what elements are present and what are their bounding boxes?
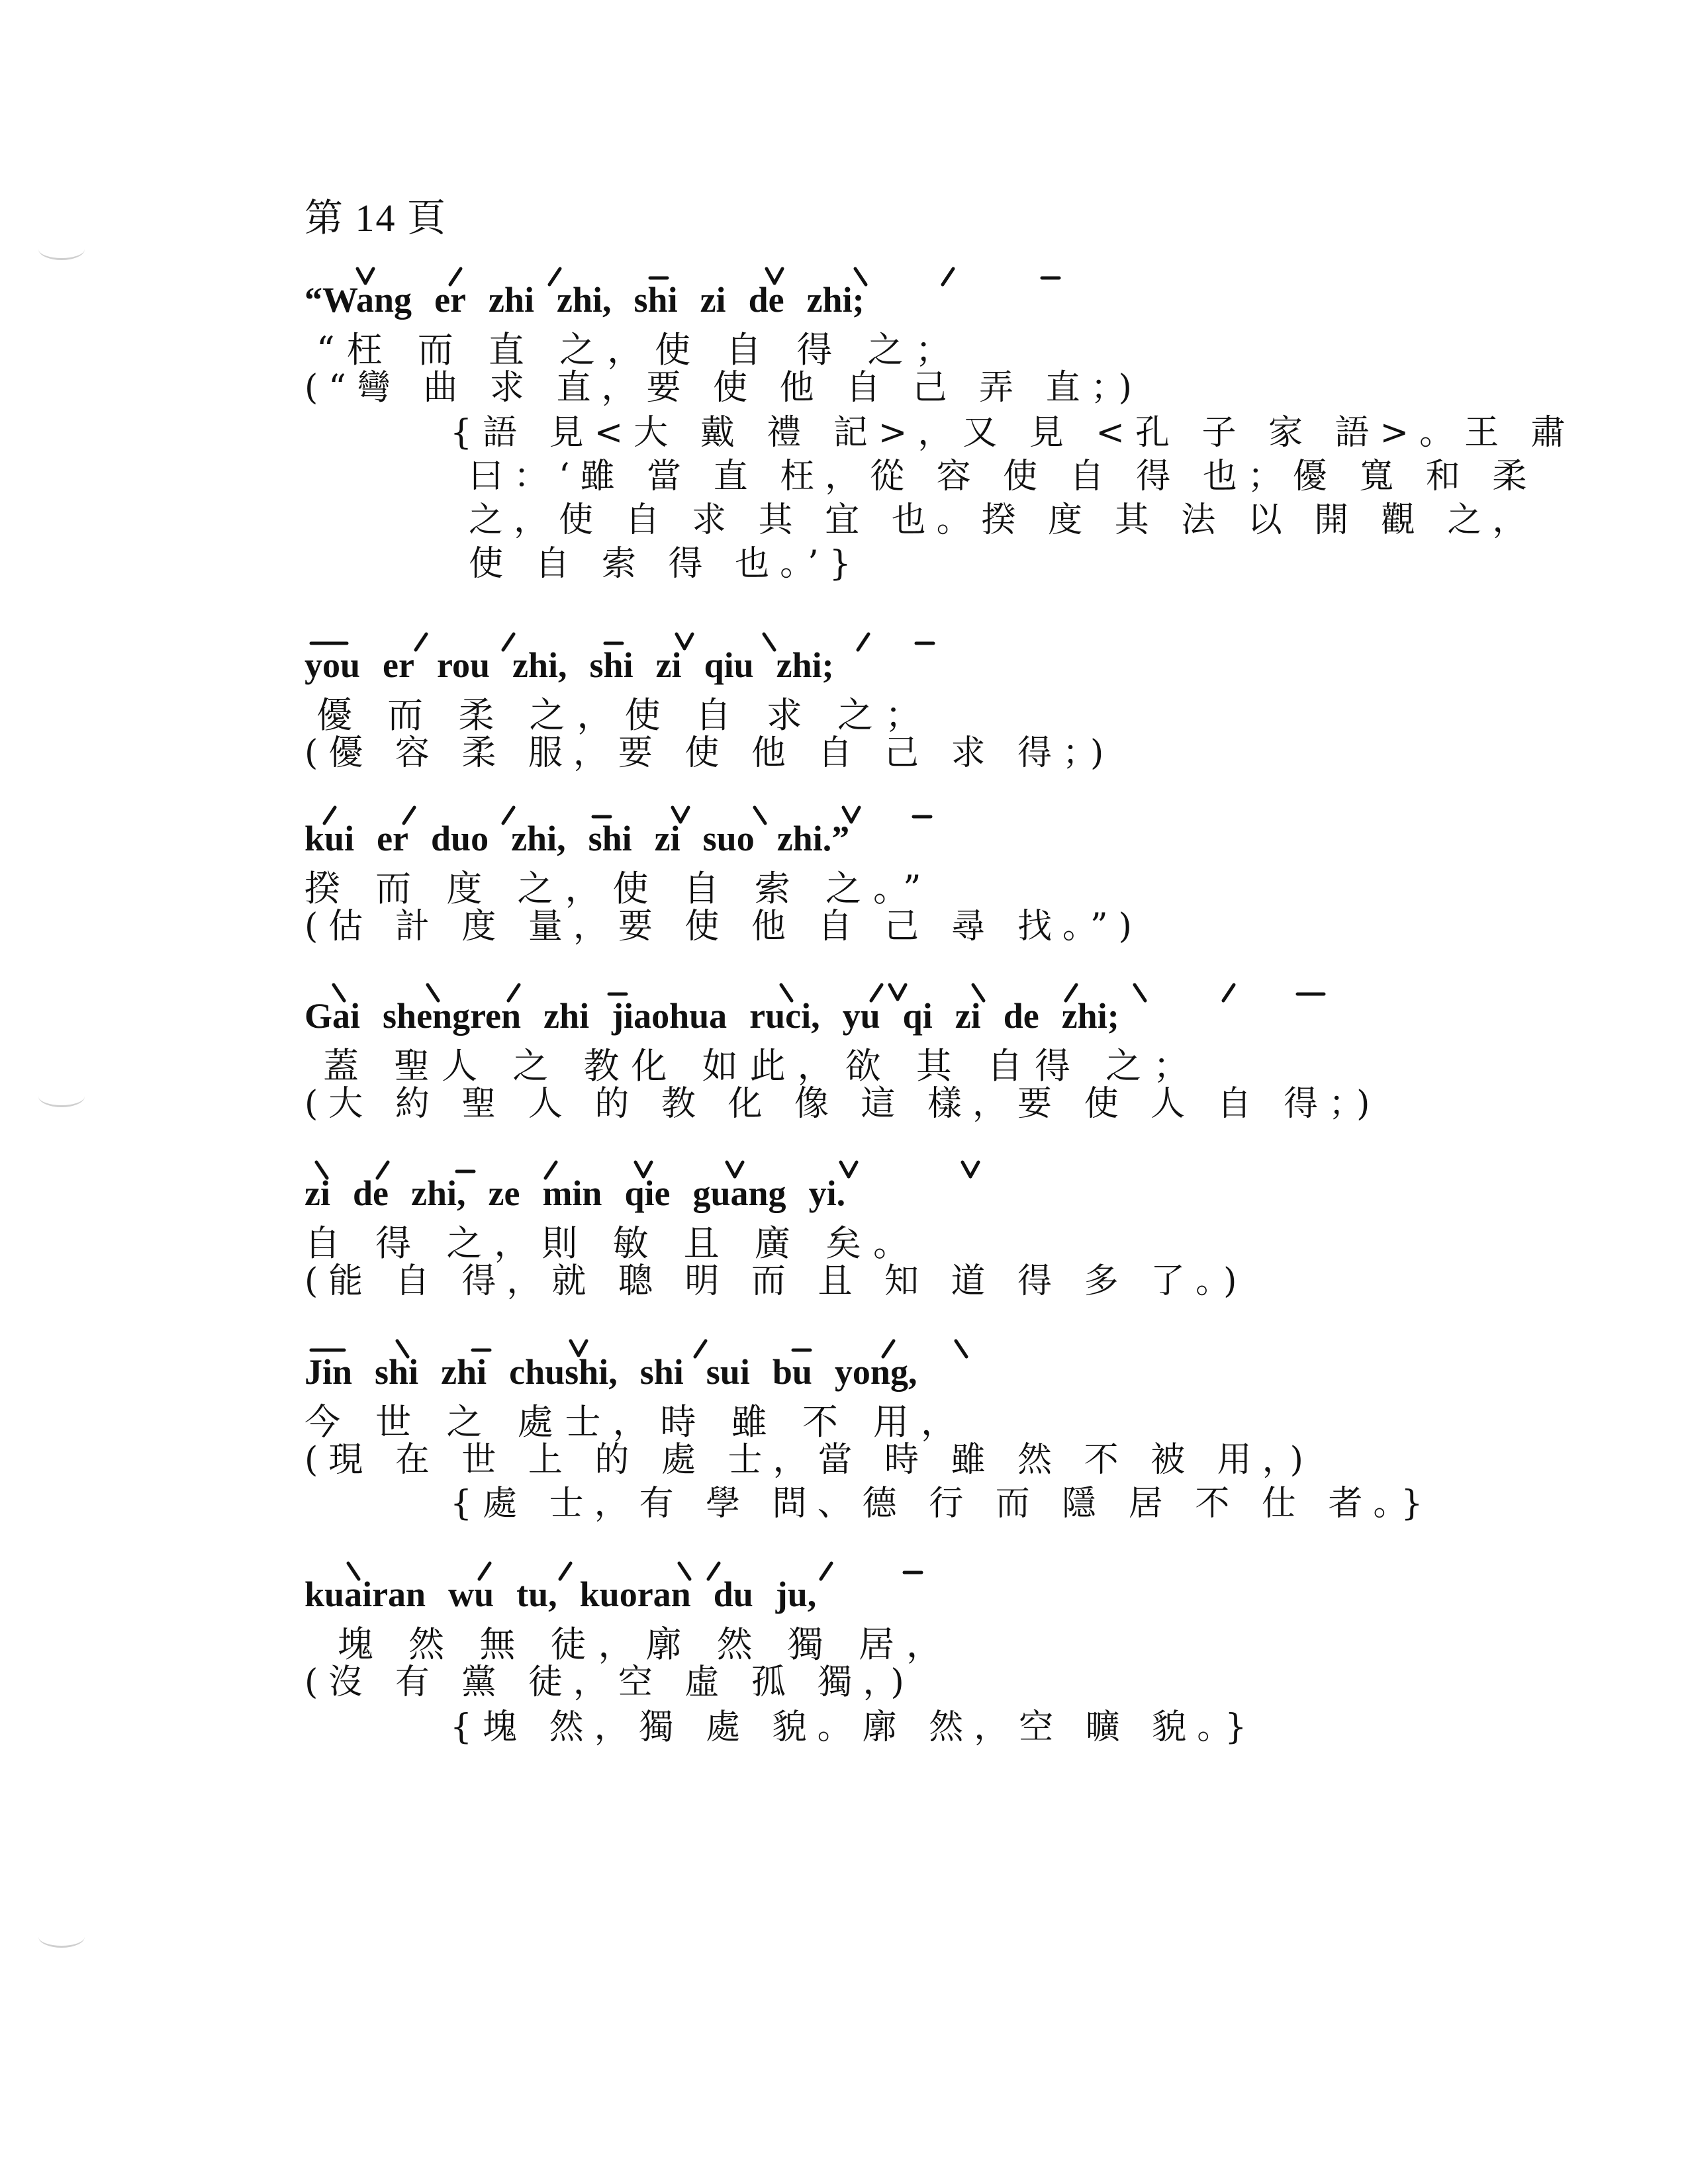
hanzi-line: 揆 而 度 之，使 自 索 之。” [305, 868, 933, 909]
pinyin-word: de [748, 280, 784, 320]
commentary-line: 之，使 自 求 其 宜 也。揆 度 其 法 以 開 觀 之， [469, 500, 1538, 540]
pinyin-word: shi [589, 645, 633, 685]
pinyin-word: ju, [775, 1574, 817, 1614]
commentary-line: {處 士，有 學 問、德 行 而 隱 居 不 仕 者。} [450, 1484, 1434, 1524]
page-label: 第 14 頁 [305, 197, 447, 240]
pinyin-word: rou [436, 645, 491, 685]
translation-line: (現 在 世 上 的 處 士，當 時 雖 然 不 被 用，) [305, 1440, 1314, 1480]
pinyin-word: Jin [305, 1352, 353, 1392]
pinyin-word: kui [305, 819, 355, 858]
pinyin-word: “Wang [305, 280, 412, 320]
translation-line: (能 自 得，就 聰 明 而 且 知 道 得 多 了。) [305, 1261, 1248, 1301]
tone-2-mark [943, 269, 953, 285]
pinyin-word: zhi [489, 280, 535, 320]
pinyin-text [305, 279, 887, 320]
pinyin-word: Gai [305, 996, 361, 1036]
pinyin-word: zi [654, 819, 680, 858]
pinyin-text [305, 1574, 839, 1615]
pinyin-word: ze [488, 1173, 520, 1213]
translation-line: (估 計 度 量，要 使 他 自 己 尋 找。”) [305, 907, 1143, 946]
punch-hole-mark [38, 1926, 85, 1948]
pinyin-word: shi [588, 819, 632, 858]
pinyin-word: zi [700, 280, 726, 320]
tone-2-mark [858, 634, 868, 650]
pinyin-word: suo [702, 819, 755, 858]
pinyin-word: shengren [383, 996, 522, 1036]
pinyin-word: zhi [441, 1352, 487, 1392]
pinyin-word: chushi, [509, 1352, 618, 1392]
pinyin-word: qiu [704, 645, 754, 685]
pinyin-word: shi [639, 1352, 684, 1392]
tone-3-mark [962, 1162, 978, 1177]
pinyin-word: yi. [808, 1173, 846, 1213]
pinyin-word: de [352, 1173, 389, 1213]
pinyin-word: tu, [516, 1574, 557, 1614]
translation-line: (沒 有 黨 徒，空 虛 孤 獨，) [305, 1662, 915, 1702]
translation-line: (大 約 聖 人 的 教 化 像 這 樣，要 使 人 自 得；) [305, 1084, 1381, 1124]
hanzi-line: “枉 而 直 之，使 自 得 之； [316, 329, 963, 371]
pinyin-word: min [542, 1173, 602, 1213]
punch-hole-mark [38, 1085, 85, 1107]
tone-4-mark [956, 1341, 966, 1357]
pinyin-word: zi [655, 645, 682, 685]
hanzi-line: 塊 然 無 徒，廓 然 獨 居， [338, 1623, 954, 1665]
pinyin-text [305, 818, 872, 859]
pinyin-word: duo [431, 819, 489, 858]
hanzi-line: 自 得 之，則 敏 且 廣 矣。 [305, 1222, 921, 1264]
pinyin-text [305, 1351, 939, 1392]
pinyin-word: zi [955, 996, 981, 1036]
commentary-line: {語 見<大 戴 禮 記>，又 見 <孔 子 家 語>。王 肅 [450, 413, 1576, 453]
hanzi-line: 今 世 之 處士，時 雖 不 用， [305, 1401, 968, 1443]
pinyin-word: er [383, 645, 414, 685]
pinyin-word: guang [692, 1173, 786, 1213]
translation-line: (“彎 曲 求 直，要 使 他 自 己 弄 直；) [305, 368, 1143, 408]
pinyin-word: zhi, [511, 819, 566, 858]
pinyin-word: you [305, 645, 361, 685]
pinyin-word: qi [902, 996, 933, 1036]
pinyin-word: de [1003, 996, 1039, 1036]
hanzi-line: 蓋 聖人 之 教化 如此，欲 其 自得 之； [323, 1045, 1201, 1087]
pinyin-word: sui [706, 1352, 750, 1392]
punch-hole-mark [38, 238, 85, 260]
pinyin-word: zhi; [776, 645, 834, 685]
pinyin-word: zhi; [1061, 996, 1119, 1036]
pinyin-word: wu [448, 1574, 494, 1614]
pinyin-word: yong, [834, 1352, 917, 1392]
pinyin-word: er [434, 280, 466, 320]
translation-line: (優 容 柔 服，要 使 他 自 己 求 得；) [305, 733, 1115, 773]
pinyin-word: shi [375, 1352, 419, 1392]
pinyin-word: zhi, [410, 1173, 466, 1213]
pinyin-word: zhi, [557, 280, 612, 320]
pinyin-word: qie [624, 1173, 671, 1213]
pinyin-word: shi [633, 280, 678, 320]
pinyin-word: yu [842, 996, 880, 1036]
commentary-line: 使 自 索 得 也。’} [469, 544, 862, 584]
hanzi-line: 優 而 柔 之，使 自 求 之； [316, 694, 933, 736]
pinyin-word: zhi.” [776, 819, 850, 858]
pinyin-word: kuoran [579, 1574, 691, 1614]
pinyin-word: zhi, [512, 645, 567, 685]
pinyin-text [305, 995, 1142, 1036]
pinyin-word: bu [772, 1352, 812, 1392]
pinyin-text [305, 1173, 868, 1214]
pinyin-word: er [377, 819, 409, 858]
pinyin-word: du [713, 1574, 753, 1614]
pinyin-word: zi [305, 1173, 330, 1213]
pinyin-word: ruci, [749, 996, 820, 1036]
commentary-line: 曰：‘雖 當 直 枉，從 容 使 自 得 也；優 寬 和 柔 [469, 457, 1538, 496]
tone-2-mark [1223, 985, 1234, 1001]
pinyin-word: zhi; [806, 280, 865, 320]
pinyin-word: kuairan [305, 1574, 426, 1614]
commentary-line: {塊 然，獨 處 貌。廓 然，空 曠 貌。} [450, 1707, 1258, 1747]
pinyin-word: zhi [543, 996, 590, 1036]
pinyin-text [305, 645, 857, 686]
pinyin-word: jiaohua [612, 996, 727, 1036]
